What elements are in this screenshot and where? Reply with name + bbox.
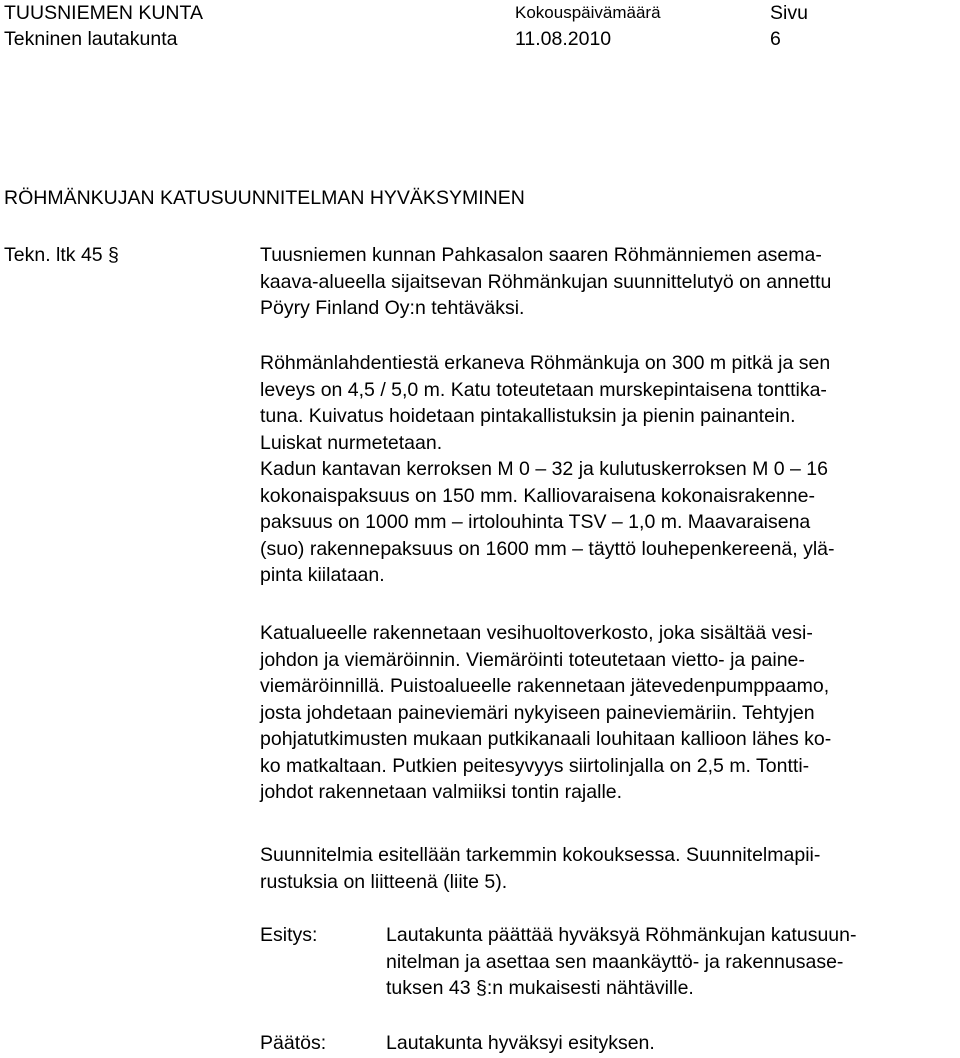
- paragraph-text: Tuusniemen kunnan Pahkasalon saaren Röhmänniemen asema- kaava-alueella sijaitsevan Röhmänkujan suunnittelutyö on annettu Pöyry Finland Oy:n tehtäväksi.: [260, 244, 832, 319]
- board-name: Tekninen lautakunta: [4, 28, 178, 50]
- decision-text: Lautakunta hyväksyi esityksen.: [386, 1032, 655, 1054]
- municipality-name: TUUSNIEMEN KUNTA: [4, 2, 203, 24]
- proposal-label: Esitys:: [260, 924, 318, 946]
- paragraph-street-structure: [260, 350, 960, 589]
- paragraph-presentation: [260, 842, 960, 895]
- paragraph-text: Röhmänlahdentiestä erkaneva Röhmänkuja on 300 m pitkä ja sen leveys on 4,5 / 5,0 m. Katu toteutetaan murskepintaisena tonttika- tuna. Kuivatus hoidetaan pintakallistuksin ja pienin painantein. Luiskat nurmetetaan. Kadun kantavan kerroksen M 0 – 32 ja kulutuskerroksen M 0 – 16 kokonaispaksuus on 150 mm. Kalliovaraisena kokonaisrakenne- paksuus on 1000 mm – irtolouhinta TSV – 1,0 m. Maavaraisena (suo) rakennepaksuus on 1600 mm – täyttö louhepenkereenä, ylä- pinta kiilataan.: [260, 352, 835, 586]
- paragraph-text: Suunnitelmia esitellään tarkemmin kokouksessa. Suunnitelmapii- rustuksia on liitteenä (liite 5).: [260, 844, 821, 893]
- page-header-page: [770, 0, 808, 52]
- meeting-date: 11.08.2010: [515, 28, 612, 50]
- paragraph-assignment: [260, 242, 960, 322]
- decision-label: Päätös:: [260, 1032, 327, 1054]
- page-header-left: [4, 0, 203, 52]
- page-number: 6: [770, 28, 781, 50]
- section-reference: Tekn. ltk 45 §: [4, 244, 119, 266]
- page-header-date: [515, 0, 661, 52]
- page-label: Sivu: [770, 2, 808, 24]
- meeting-date-label: Kokouspäivämäärä: [515, 3, 661, 22]
- proposal-text: Lautakunta päättää hyväksyä Röhmänkujan katusuun- nitelman ja asettaa sen maankäyttö- ja rakennusase- tuksen 43 §:n mukaisesti nähtäville.: [386, 924, 857, 999]
- paragraph-water-supply: [260, 620, 960, 806]
- paragraph-text: Katualueelle rakennetaan vesihuoltoverkosto, joka sisältää vesi- johdon ja viemäröinnin. Viemäröinti toteutetaan vietto- ja paine- viemäröinnillä. Puistoalueelle rakennetaan jätevedenpumppaamo, josta johdetaan paineviemäri nykyiseen paineviemäriin. Tehtyjen pohjatutkimusten mukaan putkikanaali louhitaan kallioon lähes ko- ko matkaltaan. Putkien peitesyvyys siirtolinjalla on 2,5 m. Tontti- johdot rakennetaan valmiiksi tontin rajalle.: [260, 622, 832, 803]
- document-title: RÖHMÄNKUJAN KATUSUUNNITELMAN HYVÄKSYMINEN: [4, 187, 525, 209]
